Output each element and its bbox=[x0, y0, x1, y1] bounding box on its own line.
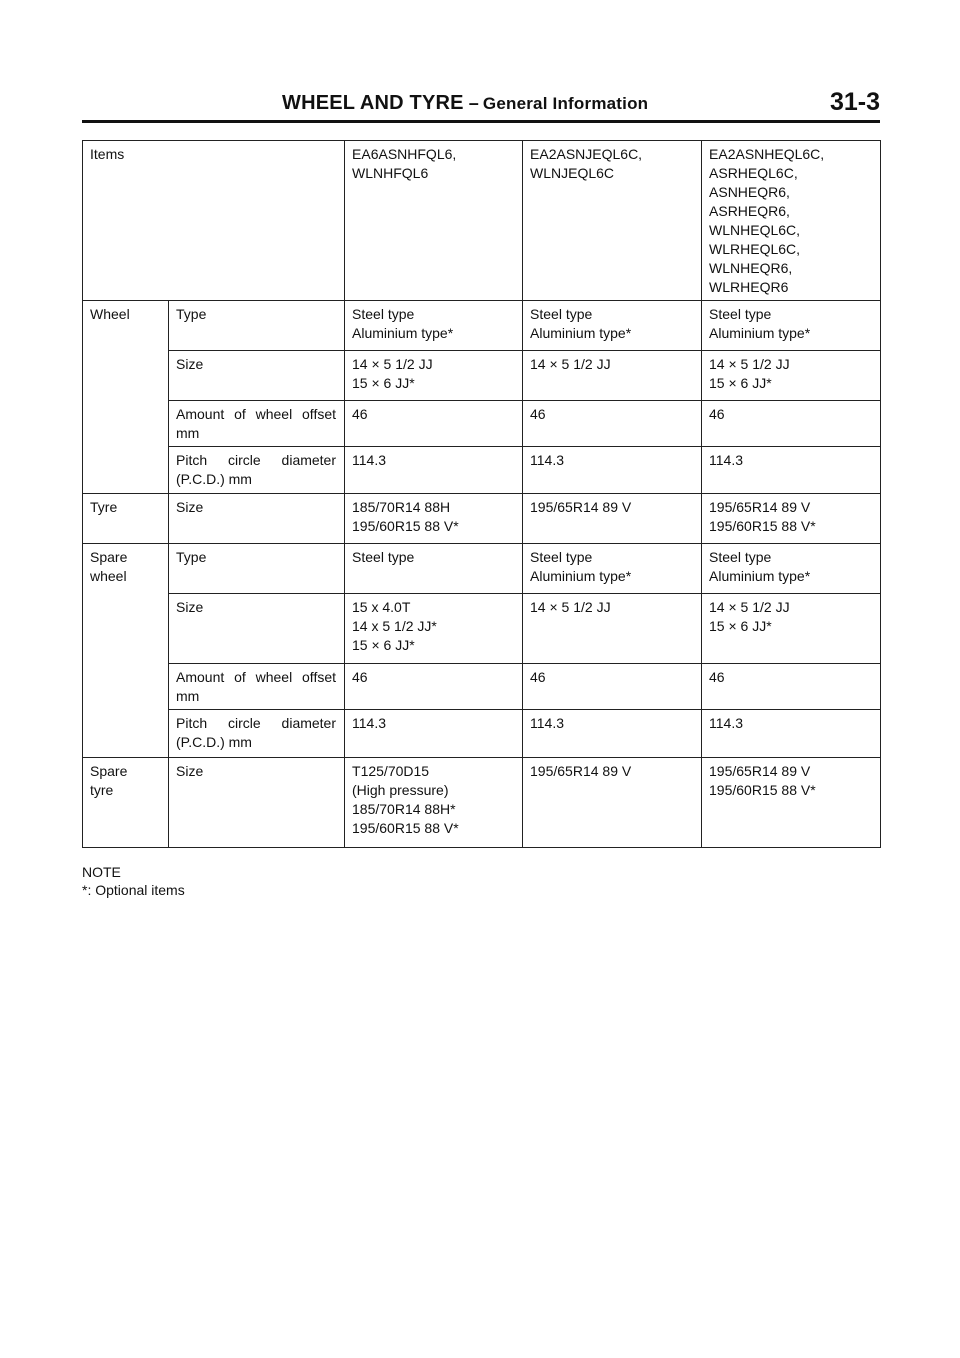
value-cell bbox=[523, 301, 702, 351]
value-cell bbox=[702, 594, 881, 664]
table-row bbox=[83, 351, 881, 401]
cell-value: 185/70R14 88H* bbox=[352, 801, 456, 817]
row-label-cell bbox=[169, 664, 345, 710]
table-row bbox=[83, 494, 881, 544]
model-code-header-cell bbox=[523, 141, 702, 301]
value-cell bbox=[702, 351, 881, 401]
cell-value: 195/60R15 88 V* bbox=[709, 518, 816, 534]
page-number: 31-3 bbox=[829, 88, 880, 116]
note-heading: NOTE bbox=[82, 864, 121, 880]
cell-value: Steel type bbox=[530, 306, 593, 322]
value-cell bbox=[702, 544, 881, 594]
value-cell bbox=[702, 710, 881, 758]
value-cell bbox=[345, 447, 523, 494]
value-cell bbox=[523, 758, 702, 848]
group-label: Wheel bbox=[90, 306, 130, 322]
model-code: WLNJEQL6C bbox=[530, 165, 615, 181]
row-label: Amount of wheel offset bbox=[176, 406, 337, 422]
model-code-header-cell bbox=[702, 141, 881, 301]
value-cell bbox=[523, 544, 702, 594]
row-label: Pitch circle diameter bbox=[176, 452, 337, 468]
note-text: *: Optional items bbox=[82, 882, 185, 898]
cell-value: 195/65R14 89 V bbox=[709, 499, 811, 515]
cell-value: 15 × 6 JJ* bbox=[709, 375, 772, 391]
group-label: wheel bbox=[90, 568, 127, 584]
value-cell bbox=[523, 664, 702, 710]
row-label: Size bbox=[176, 499, 204, 515]
cell-value: 114.3 bbox=[352, 715, 387, 731]
model-code: WLRHEQR6 bbox=[709, 279, 789, 295]
value-cell bbox=[523, 594, 702, 664]
table-row bbox=[83, 594, 881, 664]
cell-value: Steel type bbox=[352, 549, 415, 565]
cell-value: 46 bbox=[352, 406, 368, 422]
value-cell bbox=[345, 301, 523, 351]
value-cell bbox=[702, 301, 881, 351]
row-label: Size bbox=[176, 599, 204, 615]
row-label: Pitch circle diameter bbox=[176, 715, 337, 731]
section-title: WHEEL AND TYRE bbox=[282, 92, 464, 114]
group-label-cell bbox=[83, 758, 169, 848]
row-label-cell bbox=[169, 758, 345, 848]
value-cell bbox=[345, 594, 523, 664]
model-code: WLNHEQL6C, bbox=[709, 222, 801, 238]
value-cell bbox=[345, 544, 523, 594]
value-cell bbox=[702, 447, 881, 494]
model-code: ASRHEQR6, bbox=[709, 203, 790, 219]
value-cell bbox=[702, 401, 881, 447]
cell-value: 14 × 5 1/2 JJ bbox=[709, 599, 790, 615]
section-subtitle: General Information bbox=[482, 94, 649, 113]
value-cell bbox=[345, 758, 523, 848]
model-code: ASRHEQL6C, bbox=[709, 165, 798, 181]
table-row bbox=[83, 447, 881, 494]
group-label: Spare bbox=[90, 549, 128, 565]
cell-value: Steel type bbox=[709, 549, 772, 565]
value-cell bbox=[523, 351, 702, 401]
cell-value: 15 × 6 JJ* bbox=[352, 637, 415, 653]
group-label: tyre bbox=[90, 782, 114, 798]
value-cell bbox=[702, 758, 881, 848]
cell-value: Steel type bbox=[352, 306, 415, 322]
cell-value: 114.3 bbox=[530, 452, 565, 468]
model-code: WLNHFQL6 bbox=[352, 165, 429, 181]
value-cell bbox=[345, 664, 523, 710]
items-header-cell bbox=[83, 141, 345, 301]
cell-value: 195/65R14 89 V bbox=[530, 499, 632, 515]
row-label: Size bbox=[176, 356, 204, 372]
cell-value: 195/60R15 88 V* bbox=[709, 782, 816, 798]
model-code: ASNHEQR6, bbox=[709, 184, 790, 200]
model-code: EA6ASNHFQL6, bbox=[352, 146, 457, 162]
value-cell bbox=[702, 494, 881, 544]
row-label: mm bbox=[176, 425, 200, 441]
cell-value: 46 bbox=[530, 406, 546, 422]
cell-value: 14 x 5 1/2 JJ* bbox=[352, 618, 437, 634]
row-label: (P.C.D.) mm bbox=[176, 734, 252, 750]
value-cell bbox=[345, 494, 523, 544]
value-cell bbox=[523, 447, 702, 494]
cell-value: (High pressure) bbox=[352, 782, 449, 798]
cell-value: 14 × 5 1/2 JJ bbox=[530, 599, 611, 615]
table-header-row bbox=[83, 141, 881, 301]
group-label-cell bbox=[83, 544, 169, 758]
row-label-cell bbox=[169, 301, 345, 351]
cell-value: 114.3 bbox=[530, 715, 565, 731]
cell-value: 46 bbox=[352, 669, 368, 685]
cell-value: 15 × 6 JJ* bbox=[352, 375, 415, 391]
row-label: Size bbox=[176, 763, 204, 779]
note-block bbox=[82, 863, 185, 899]
value-cell bbox=[523, 494, 702, 544]
value-cell bbox=[345, 710, 523, 758]
row-label-cell bbox=[169, 351, 345, 401]
table-row bbox=[83, 758, 881, 848]
table-row bbox=[83, 301, 881, 351]
title-dash: – bbox=[468, 93, 479, 113]
page-title bbox=[282, 92, 648, 115]
cell-value: 195/60R15 88 V* bbox=[352, 820, 459, 836]
spec-table-body bbox=[83, 141, 881, 848]
row-label-cell bbox=[169, 447, 345, 494]
cell-value: 46 bbox=[530, 669, 546, 685]
row-label-cell bbox=[169, 401, 345, 447]
page-header bbox=[82, 86, 880, 122]
cell-value: Aluminium type* bbox=[352, 325, 454, 341]
cell-value: 185/70R14 88H bbox=[352, 499, 451, 515]
row-label: Amount of wheel offset bbox=[176, 669, 337, 685]
cell-value: 15 × 6 JJ* bbox=[709, 618, 772, 634]
cell-value: 14 × 5 1/2 JJ bbox=[709, 356, 790, 372]
model-code: WLRHEQL6C, bbox=[709, 241, 801, 257]
model-code: EA2ASNJEQL6C, bbox=[530, 146, 643, 162]
value-cell bbox=[345, 351, 523, 401]
row-label: (P.C.D.) mm bbox=[176, 471, 252, 487]
row-label: Type bbox=[176, 549, 207, 565]
row-label: mm bbox=[176, 688, 200, 704]
model-code-header-cell bbox=[345, 141, 523, 301]
row-label-cell bbox=[169, 544, 345, 594]
cell-value: 195/65R14 89 V bbox=[709, 763, 811, 779]
value-cell bbox=[702, 664, 881, 710]
group-label: Tyre bbox=[90, 499, 118, 515]
cell-value: Steel type bbox=[709, 306, 772, 322]
table-row bbox=[83, 710, 881, 758]
table-row bbox=[83, 401, 881, 447]
cell-value: 114.3 bbox=[709, 715, 744, 731]
cell-value: 195/65R14 89 V bbox=[530, 763, 632, 779]
cell-value: Aluminium type* bbox=[530, 568, 632, 584]
group-label: Spare bbox=[90, 763, 128, 779]
row-label: Type bbox=[176, 306, 207, 322]
row-label-cell bbox=[169, 594, 345, 664]
group-label-cell bbox=[83, 301, 169, 494]
cell-value: 46 bbox=[709, 406, 725, 422]
cell-value: 46 bbox=[709, 669, 725, 685]
table-row bbox=[83, 544, 881, 594]
model-code: EA2ASNHEQL6C, bbox=[709, 146, 825, 162]
cell-value: 14 × 5 1/2 JJ bbox=[352, 356, 433, 372]
cell-value: 14 × 5 1/2 JJ bbox=[530, 356, 611, 372]
model-code: WLNHEQR6, bbox=[709, 260, 793, 276]
header-rule bbox=[82, 120, 880, 123]
cell-value: Aluminium type* bbox=[709, 325, 811, 341]
row-label-cell bbox=[169, 710, 345, 758]
cell-value: 114.3 bbox=[352, 452, 387, 468]
wheel-tyre-spec-table bbox=[82, 140, 881, 848]
items-label: Items bbox=[90, 146, 125, 162]
cell-value: 114.3 bbox=[709, 452, 744, 468]
cell-value: T125/70D15 bbox=[352, 763, 430, 779]
cell-value: Steel type bbox=[530, 549, 593, 565]
row-label-cell bbox=[169, 494, 345, 544]
value-cell bbox=[345, 401, 523, 447]
table-row bbox=[83, 664, 881, 710]
cell-value: 15 x 4.0T bbox=[352, 599, 411, 615]
value-cell bbox=[523, 710, 702, 758]
cell-value: Aluminium type* bbox=[709, 568, 811, 584]
cell-value: Aluminium type* bbox=[530, 325, 632, 341]
group-label-cell bbox=[83, 494, 169, 544]
cell-value: 195/60R15 88 V* bbox=[352, 518, 459, 534]
value-cell bbox=[523, 401, 702, 447]
